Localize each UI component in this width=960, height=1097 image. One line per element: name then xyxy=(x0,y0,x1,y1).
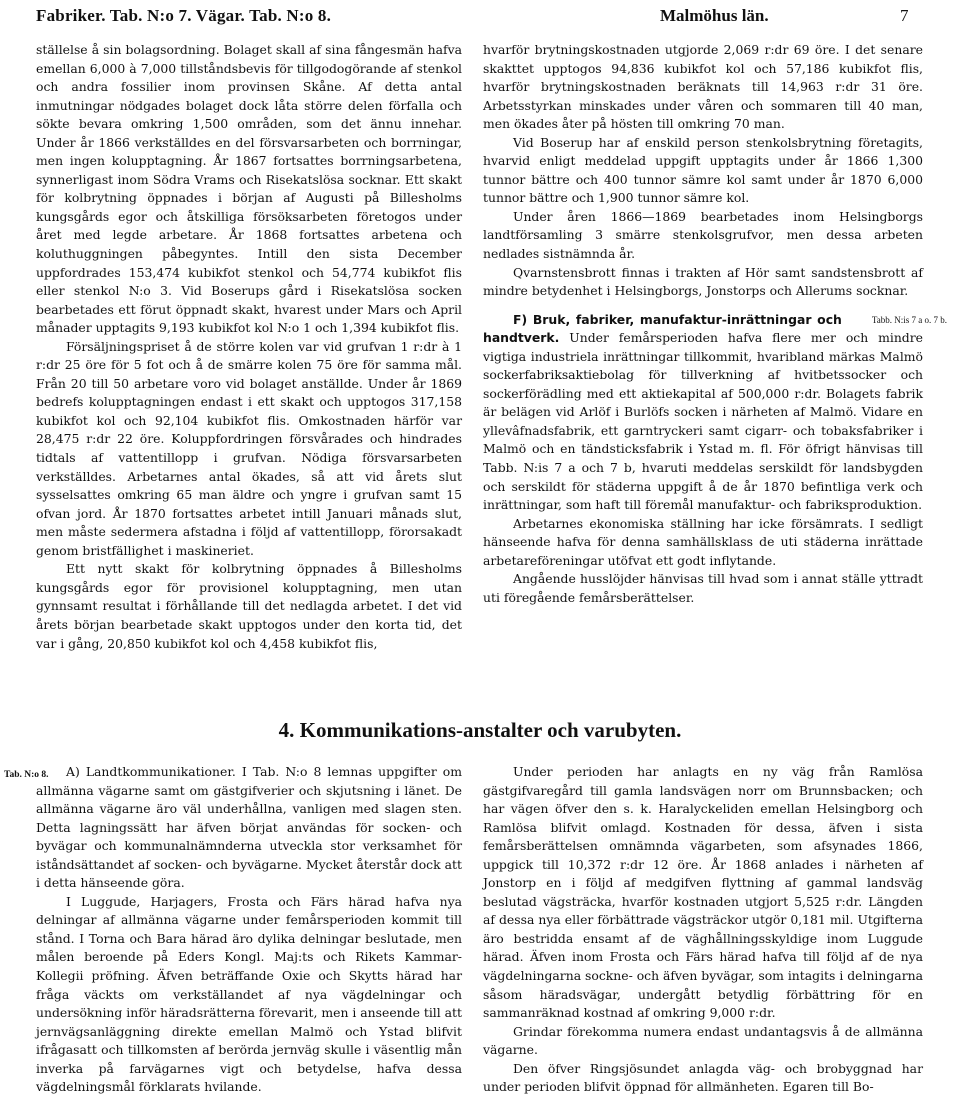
paragraph: I Luggude, Harjagers, Frosta och Färs härad hafva nya delningar af allmänna vägarne under femårsperioden kommit till stånd. I Torna och Bara härad äro dylika delningar beslutade, men målen beroende på Eders Kongl. Maj:ts och Rikets Kammar-Kollegii pröfning. Äfven beträffande Oxie och Skytts härad har fråga väckts om verkställandet af nya vägdelningar och undersökning inför häradsrätterna förevarit, men i anseende till att jernvägsanläggning direkte emellan Malmö och Ystad blifvit ifrågasatt och tillkomsten af berörda jernväg skulle i väsentlig mån inverka på farvägarnes vigt och betydelse, hafva dessa vägdelningsmål förklarats hvilande. xyxy=(36,893,462,1095)
paragraph: hvarför brytningskostnaden utgjorde 2,069 r:dr 69 öre. I det senare skakttet upptogos 94,836 kubikfot kol och 57,186 kubikfot flis, hvarför brytningskostnaden beräknats till 14,963 r:dr 31 öre. Arbetsstyrkan minskades under våren och sommaren till 40 man, men ökades åter på hösten till omkring 70 man. xyxy=(483,42,923,132)
page-number: 7 xyxy=(900,6,909,25)
header-region-title: Malmöhus län. xyxy=(660,6,769,25)
header-left-title: Fabriker. Tab. N:o 7. Vägar. Tab. N:o 8. xyxy=(36,6,332,25)
column-upper-right xyxy=(483,41,947,607)
paragraph: A) Landtkommunikationer. I Tab. N:o 8 lemnas uppgifter om allmänna vägarne samt om gästgifverier och skjutsning i länet. De allmänna vägarne äro väl underhållna, vanligen med slagen sten. Detta lagningssätt har äfven börjat användas för socken- och byvägar och kommunalnämnderna utveckla stor verksamhet för iståndsättandet af socken- och byvägarne. Mycket återstår dock att i detta hänseende göra. xyxy=(36,764,462,891)
paragraph: Grindar förekomma numera endast undantagsvis å de allmänna vägarne. xyxy=(483,1023,923,1058)
column-lower-right xyxy=(483,763,923,1097)
paragraph: ställelse å sin bolagsordning. Bolaget skall af sina fångesmän hafva emellan 6,000 à 7,000 tillståndsbevis för tillgodogörande af stenkol och andra fossilier inom provinsen Skåne. Af detta antal inmutningar nödgades bolaget dock låta större delen förfalla och sökte bevara omkring 1,500 områden, som det ännu innehar. Under år 1866 verkställdes en del försvarsarbeten och borrningar, men ingen kolupptagning. År 1867 fortsattes borrningsarbetena, synnerligast inom Södra Vrams och Risekatslösa socknar. Ett skakt för kolbrytning öppnades i början af Augusti på Billesholms kungsgårds egor och åtskilliga försöksarbeten företogos under året med legde arbetare. År 1868 fortsattes arbetena och koluthuggningen påbegyntes. Intill den sista December uppfordrades 153,474 kubikfot stenkol och 54,774 kubikfot flis eller stenkol N:o 3. Vid Boserups gård i Risekatslösa socken bearbetades ett förut öppnadt skakt, hvarest under Mars och April månader upptagits 9,193 kubikfot kol N:o 1 och 1,394 kubikfot flis. xyxy=(36,42,462,336)
column-lower-left xyxy=(36,763,462,1097)
paragraph: Arbetarnes ekonomiska ställning har icke försämrats. I sedligt hänseende hafva för denna samhällsklass de uti städerna inrättade arbetareföreningar utöfvat ett godt inflytande. xyxy=(483,515,923,568)
paragraph: Ett nytt skakt för kolbrytning öppnades å Billesholms kungsgårds egor för provisionel kolupptagning, men utan gynnsamt resultat i förhållande till det nedlagda arbetet. I det vid årets början bearbetade skakt upptogos under den korta tid, det var i gång, 20,850 kubikfot kol och 4,458 kubikfot flis, xyxy=(36,561,462,651)
paragraph: Angående husslöjder hänvisas till hvad som i annat ställe yttradt uti föregående femårsberättelser. xyxy=(483,571,923,605)
section-f-table-ref: Tabb. N:is 7 a o. 7 b. xyxy=(871,314,947,325)
column-upper-left xyxy=(36,41,462,653)
paragraph: Den öfver Ringsjösundet anlagda väg- och brobyggnad har under perioden blifvit öppnad för allmänheten. Egaren till Bo- xyxy=(483,1060,923,1095)
paragraph: Försäljningspriset å de större kolen var vid grufvan 1 r:dr à 1 r:dr 25 öre för 5 fot och å de smärre kolen 75 öre för samma mål. Från 20 till 50 arbetare voro vid bolaget anställde. Under år 1869 bedrefs kolupptagningen endast i ett skakt och upptogos 317,158 kubikfot kol och 92,104 kubikfot flis. Omkostnaden härför var 28,475 r:dr 22 öre. Koluppfordringen försvårades och hindrades tidtals af vattentillopp i grufvan. Nödiga försvarsarbeten verkställdes. Arbetarnes antal ökades, så att vid årets slut sysselsattes omkring 65 man äldre och yngre i grufvan samt 15 ofvan jord. År 1870 fortsattes arbetet intill Januari månads slut, men måste sedermera afstadna i följd af vattentillopp, förorsakadt genom bristfällighet i maskineriet. xyxy=(36,338,462,558)
paragraph: Under åren 1866—1869 bearbetades inom Helsingborgs landtförsamling 3 smärre stenkolsgrufvor, men dessa arbeten nedlades sistnämnda år. xyxy=(483,208,923,262)
paragraph: Vid Boserup har af enskild person stenkolsbrytning företagits, hvarvid enligt meddelad uppgift upptagits under år 1866 1,300 tunnor bättre och 400 tunnor sämre kol samt under år 1870 6,000 tunnor bättre och 1,900 tunnor sämre kol. xyxy=(483,134,923,206)
section-4-heading: 4. Kommunikations-anstalter och varubyten. xyxy=(278,718,682,742)
paragraph: Qvarnstensbrott finnas i trakten af Hör samt sandstensbrott af mindre betydenhet i Helsingborgs, Jonstorps och Allerums socknar. xyxy=(483,264,923,299)
section-f-heading: F) Bruk, fabriker, manufaktur-inrättningar och handtverk. xyxy=(483,311,842,346)
section-f-text: Under femårsperioden hafva flere mer och mindre vigtiga industriela inrättningar tillkommit, hvaribland märkas Malmö sockerfabriksaktiebolag för tillverkning af hvitbetssocker och sockerförädling med ett aktiekapital af 500,000 r:dr. Bolagets fabrik är belägen vid Arlöf i Burlöfs socken i närheten af Malmö. Vidare en yllevâfnadsfabrik, ett garntryckeri samt cigarr- och tobaksfabriker i Malmö och en tändsticksfabrik i Ystad m. fl. För öfrigt hänvisas till Tabb. N:is 7 a och 7 b, hvaruti meddelas serskildt för landsbygden och serskildt för städerna uppgift å de år 1870 befintliga verk och inrättningar, som haft till föremål manufaktur- och fabriksproduktion. xyxy=(483,330,923,513)
margin-table-ref: Tab. N:o 8. xyxy=(4,770,49,780)
paragraph: Under perioden har anlagts en ny väg från Ramlösa gästgifvaregård till gamla landsvägen norr om Brunnsbacken; och har vägen öfver den s. k. Haralyckeliden emellan Helsingborg och Ramlösa blifvit omlagd. Kostnaden för dessa, äfven i sista femårsberättelsen omnämnda vägarbeten, som afsynades 1866, uppgick till 10,372 r:dr 12 öre. År 1868 anlades i närheten af Jonstorp en i följd af medgifven flyttning af gammal landsväg beslutad vägsträcka, hvarför kostnaden utgjort 5,525 r:dr. Längden af dessa nya eller förbättrade vägsträckor utgör 0,181 mil. Utgifterna äro bestridda ensamt af de väghållningsskyldige inom Luggude härad. Äfven inom Frosta och Färs härad hafva till följd af de nya vägdelningarna sockne- och äfven byvägar, som intagits i delningarna såsom häradsvägar, undergått betydlig förbättring för en sammanräknad kostnad af omkring 9,000 r:dr. xyxy=(483,764,923,1021)
section-f-paragraph xyxy=(483,311,947,515)
page-header xyxy=(0,4,960,30)
